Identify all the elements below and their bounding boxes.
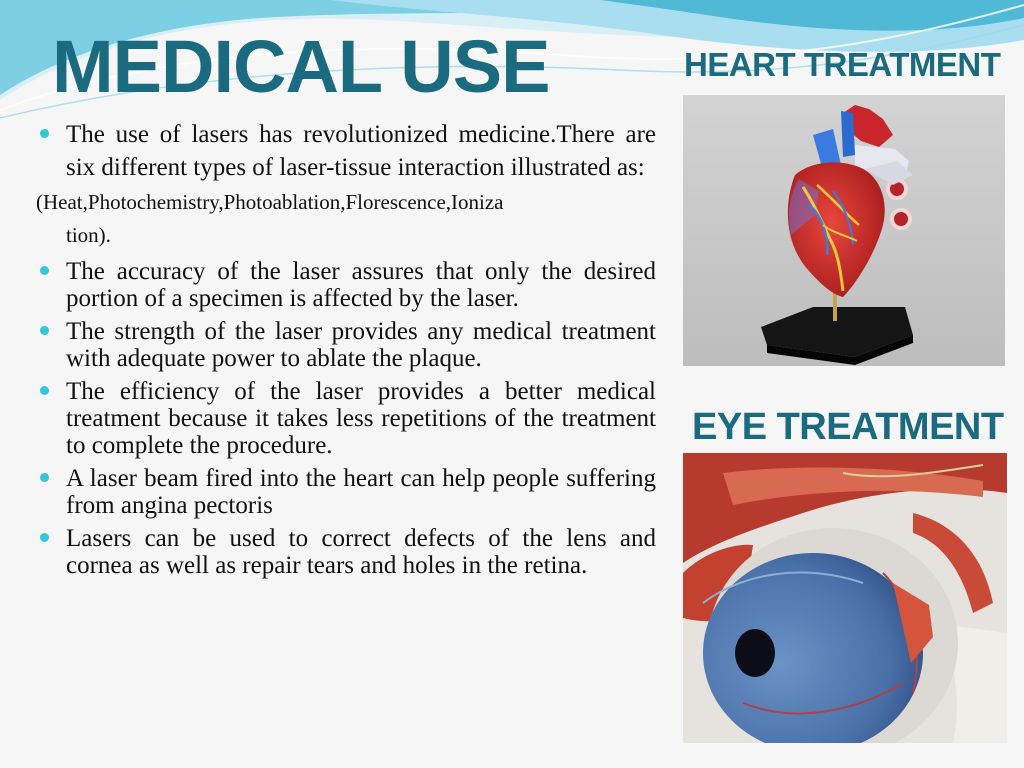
- eye-treatment-heading: EYE TREATMENT: [692, 406, 1004, 448]
- bullet-dot-icon: [40, 326, 49, 335]
- bullet-text: A laser beam fired into the heart can help people suffering from angina pectoris: [66, 465, 656, 519]
- bullet-item: [36, 318, 656, 372]
- heart-treatment-heading: HEART TREATMENT: [684, 46, 1001, 83]
- bullet-text: The use of lasers has revolutionized medicine.There are six different types of laser-tissue interaction illustrated as:: [66, 121, 656, 181]
- bullet-item: [36, 465, 656, 519]
- bullet-dot-icon: [40, 386, 49, 395]
- bullet-text: Lasers can be used to correct defects of the lens and cornea as well as repair tears and holes in the retina.: [66, 525, 656, 579]
- bullet-item: [36, 378, 656, 459]
- bullet-dot-icon: [40, 266, 49, 275]
- heart-model-photo: [683, 95, 1005, 366]
- bullet-item: [36, 258, 656, 312]
- bullet-text: The accuracy of the laser assures that only the desired portion of a specimen is affected by the laser.: [66, 258, 656, 312]
- bullet-dot-icon: [40, 473, 49, 482]
- bullet-list: [36, 118, 656, 579]
- bullet-text: The efficiency of the laser provides a better medical treatment because it takes less repetitions of the treatment to complete the procedure.: [66, 378, 656, 459]
- slide-title: MEDICAL USE: [52, 25, 550, 108]
- bullet-dot-icon: [40, 533, 49, 542]
- interaction-types-line1: (Heat,Photochemistry,Photoablation,Florescence,Ioniza: [36, 190, 504, 214]
- bullet-text: The strength of the laser provides any medical treatment with adequate power to ablate the plaque.: [66, 318, 656, 372]
- interaction-types-list: [36, 186, 656, 252]
- eye-model-photo: [683, 453, 1007, 743]
- bullet-item: [36, 118, 656, 184]
- interaction-types-line2: tion).: [66, 223, 111, 247]
- bullet-dot-icon: [40, 129, 49, 138]
- bullet-item: [36, 525, 656, 579]
